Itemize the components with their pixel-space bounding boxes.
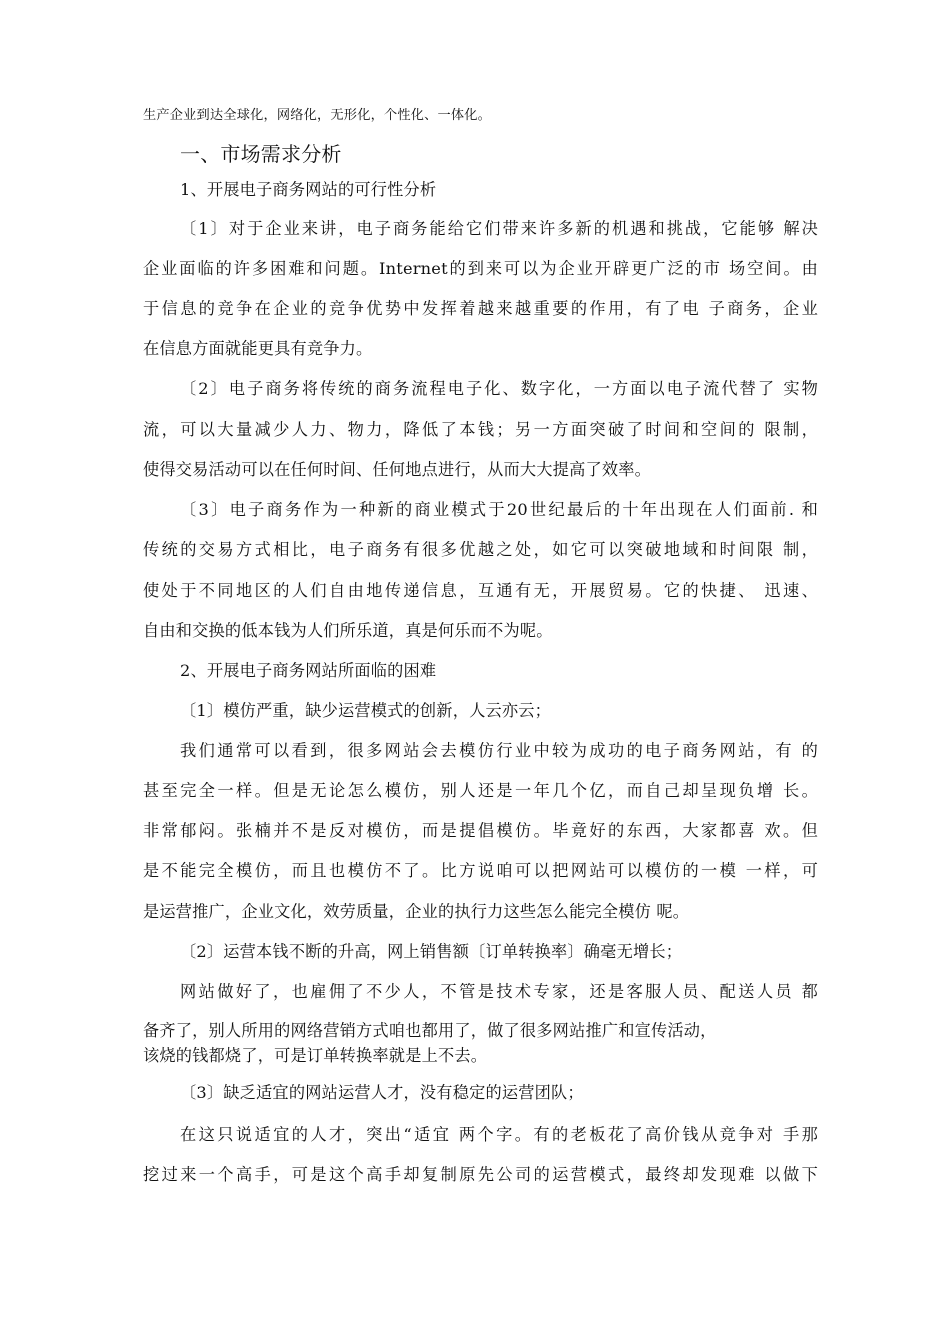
paragraph-line: 网站做好了，也雇佣了不少人，不管是技术专家，还是客服人员、配送人员 都: [180, 982, 818, 1001]
paragraph-line: 该烧的钱都烧了，可是订单转换率就是上不去。: [143, 1046, 488, 1065]
subsection-heading: 2、开展电子商务网站所面临的困难: [180, 661, 437, 680]
paragraph-line: 使处于不同地区的人们自由地传递信息，互通有无，开展贸易。它的快捷、 迅速、: [143, 581, 818, 600]
paragraph-line: 于信息的竞争在企业的竞争优势中发挥着越来越重要的作用，有了电 子商务，企业: [143, 299, 818, 318]
paragraph-line: 非常郁闷。张楠并不是反对模仿，而是提倡模仿。毕竟好的东西，大家都喜 欢。但: [143, 821, 818, 840]
text-line: 生产企业到达全球化，网络化，无形化，个性化、一体化。: [143, 108, 492, 123]
paragraph-line: 〔2〕运营本钱不断的升高，网上销售额〔订单转换率〕确毫无增长；: [180, 942, 683, 961]
paragraph-line: 甚至完全一样。但是无论怎么模仿，别人还是一年几个亿，而自己却呈现负增 长。: [143, 781, 818, 800]
paragraph-line: 我们通常可以看到，很多网站会去模仿行业中较为成功的电子商务网站，有 的: [180, 741, 818, 760]
paragraph-line: 企业面临的许多困难和问题。Internet的到来可以为企业开辟更广泛的市 场空间。由: [143, 259, 818, 278]
paragraph-line: 是不能完全模仿，而且也模仿不了。比方说咱可以把网站可以模仿的一模 一样，可: [143, 861, 818, 880]
paragraph-line: 使得交易活动可以在任何时间、任何地点进行，从而大大提高了效率。: [143, 460, 652, 479]
paragraph-line: 〔1〕对于企业来讲，电子商务能给它们带来许多新的机遇和挑战，它能够 解决: [180, 219, 818, 238]
subsection-heading: 1、开展电子商务网站的可行性分析: [180, 180, 437, 199]
paragraph-line: 流，可以大量减少人力、物力，降低了本钱；另一方面突破了时间和空间的 限制，: [143, 420, 818, 439]
paragraph-line: 在信息方面就能更具有竞争力。: [143, 339, 373, 358]
paragraph-line: 〔3〕缺乏适宜的网站运营人才，没有稳定的运营团队；: [180, 1083, 584, 1102]
paragraph-line: 〔1〕模仿严重，缺少运营模式的创新，人云亦云；: [180, 701, 552, 720]
paragraph-line: 自由和交换的低本钱为人们所乐道，真是何乐而不为呢。: [143, 621, 553, 640]
section-heading: 一、市场需求分析: [180, 142, 342, 166]
paragraph-line: 备齐了，别人所用的网络营销方式咱也都用了，做了很多网站推广和宣传活动，: [143, 1021, 717, 1040]
paragraph-line: 〔2〕电子商务将传统的商务流程电子化、数字化，一方面以电子流代替了 实物: [180, 379, 818, 398]
paragraph-line: 〔3〕电子商务作为一种新的商业模式于20世纪最后的十年出现在人们面前. 和: [180, 500, 818, 519]
paragraph-line: 是运营推广，企业文化，效劳质量，企业的执行力这些怎么能完全模仿 呢。: [143, 902, 690, 921]
paragraph-line: 挖过来一个高手，可是这个高手却复制原先公司的运营模式，最终却发现难 以做下: [143, 1165, 818, 1184]
paragraph-line: 在这只说适宜的人才，突出“适宜 两个字。有的老板花了高价钱从竞争对 手那: [180, 1125, 818, 1144]
paragraph-line: 传统的交易方式相比，电子商务有很多优越之处，如它可以突破地域和时间限 制，: [143, 540, 818, 559]
